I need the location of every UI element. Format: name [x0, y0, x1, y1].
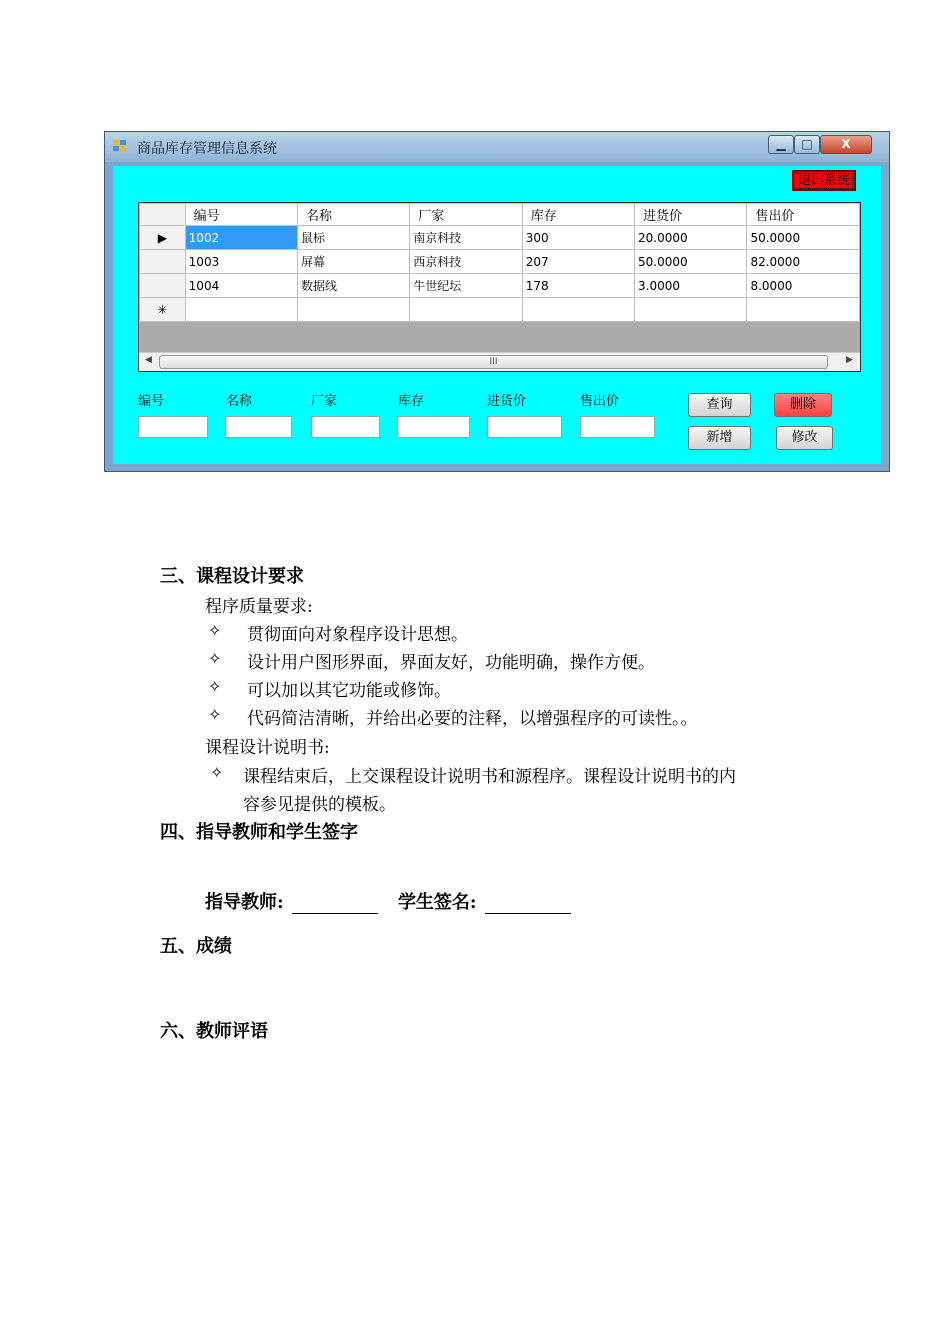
column-header[interactable]: 库存 [522, 204, 634, 226]
grid-cell[interactable]: 50.0000 [747, 226, 860, 250]
grid-cell[interactable] [522, 298, 634, 322]
student-label: 学生签名: [397, 892, 477, 913]
client-area [113, 166, 881, 464]
manual-item-line2: 容参见提供的模板。 [243, 795, 396, 815]
grid-cell[interactable] [747, 298, 860, 322]
stock-input[interactable] [397, 416, 470, 438]
grid-cell[interactable]: 3.0000 [635, 274, 747, 298]
label-maker: 厂家 [311, 394, 338, 409]
window-title: 商品库存管理信息系统 [137, 141, 277, 157]
grid-cell[interactable]: 牛世纪坛 [410, 274, 522, 298]
section3-title: 三、课程设计要求 [160, 566, 304, 587]
horizontal-scrollbar[interactable] [139, 352, 860, 371]
new-row[interactable] [140, 298, 860, 322]
query-button[interactable]: 查询 [688, 393, 751, 417]
purchase-price-input[interactable] [487, 416, 562, 438]
scroll-right-icon[interactable]: ▶ [846, 355, 853, 365]
label-stock: 库存 [398, 394, 425, 409]
grid-cell[interactable]: 207 [522, 250, 634, 274]
current-row-marker[interactable]: ▶ [140, 226, 186, 250]
manual-heading: 课程设计说明书: [205, 738, 330, 758]
grid-table [139, 203, 860, 322]
table-row[interactable] [140, 250, 860, 274]
grid-cell[interactable]: 数据线 [297, 274, 409, 298]
quality-heading: 程序质量要求: [205, 597, 313, 617]
signature-row [205, 888, 571, 914]
scroll-left-icon[interactable]: ◀ [145, 355, 152, 365]
label-purchase-price: 进货价 [487, 394, 527, 409]
grid-cell[interactable]: 鼠标 [297, 226, 409, 250]
new-row-marker[interactable]: ✳ [140, 298, 186, 322]
grid-cell[interactable]: 50.0000 [635, 250, 747, 274]
row-header-corner [140, 204, 186, 226]
modify-button[interactable]: 修改 [776, 426, 833, 450]
teacher-signature-line [292, 895, 378, 914]
section6-title: 六、教师评语 [160, 1021, 268, 1042]
column-header[interactable]: 厂家 [410, 204, 522, 226]
app-window [104, 131, 890, 472]
grid-cell[interactable]: 西京科技 [410, 250, 522, 274]
bullet-icon: ✧ [208, 649, 222, 668]
grid-cell[interactable] [297, 298, 409, 322]
delete-button[interactable]: 删除 [774, 393, 832, 417]
exit-system-label: 退出系统 [795, 173, 853, 189]
quality-item: 贯彻面向对象程序设计思想。 [247, 625, 468, 645]
name-input[interactable] [225, 416, 292, 438]
grid-cell[interactable]: 1002 [185, 226, 297, 250]
label-id: 编号 [138, 394, 165, 409]
quality-item: 代码简洁清晰，并给出必要的注释，以增强程序的可读性。。 [247, 709, 698, 729]
label-name: 名称 [226, 394, 253, 409]
data-grid[interactable] [138, 202, 861, 372]
table-row[interactable] [140, 226, 860, 250]
grid-cell[interactable] [185, 298, 297, 322]
grid-cell[interactable]: 1003 [185, 250, 297, 274]
app-icon [113, 140, 129, 154]
maximize-button[interactable]: □ [794, 135, 820, 154]
id-input[interactable] [138, 416, 208, 438]
row-header[interactable] [140, 274, 186, 298]
column-header[interactable]: 名称 [297, 204, 409, 226]
maker-input[interactable] [311, 416, 380, 438]
bullet-icon: ✧ [208, 677, 222, 696]
grid-cell[interactable]: 20.0000 [635, 226, 747, 250]
close-button[interactable]: X [820, 135, 872, 154]
scroll-thumb[interactable]: III [159, 355, 828, 369]
minimize-button[interactable]: ▁ [768, 135, 794, 154]
grid-cell[interactable]: 82.0000 [747, 250, 860, 274]
exit-system-button[interactable] [792, 170, 856, 191]
grid-cell[interactable]: 南京科技 [410, 226, 522, 250]
title-bar[interactable] [105, 132, 889, 162]
grid-cell[interactable]: 1004 [185, 274, 297, 298]
teacher-label: 指导教师: [205, 892, 284, 913]
section4-title: 四、指导教师和学生签字 [160, 822, 358, 843]
label-sale-price: 售出价 [580, 394, 620, 409]
grid-cell[interactable]: 8.0000 [747, 274, 860, 298]
student-signature-line [485, 895, 571, 914]
add-button[interactable]: 新增 [688, 426, 751, 450]
bullet-icon: ✧ [208, 705, 222, 724]
manual-item-line1: 课程结束后，上交课程设计说明书和源程序。课程设计说明书的内 [243, 767, 736, 787]
column-header[interactable]: 编号 [185, 204, 297, 226]
row-header[interactable] [140, 250, 186, 274]
section5-title: 五、成绩 [160, 936, 232, 957]
quality-item: 可以加以其它功能或修饰。 [247, 681, 451, 701]
grid-cell[interactable]: 178 [522, 274, 634, 298]
sale-price-input[interactable] [580, 416, 655, 438]
bullet-icon: ✧ [210, 763, 224, 782]
grid-header-row [140, 204, 860, 226]
quality-item: 设计用户图形界面，界面友好，功能明确，操作方便。 [247, 653, 655, 673]
column-header[interactable]: 售出价 [747, 204, 860, 226]
bullet-icon: ✧ [208, 621, 222, 640]
grid-cell[interactable] [635, 298, 747, 322]
grid-cell[interactable]: 屏幕 [297, 250, 409, 274]
grid-cell[interactable]: 300 [522, 226, 634, 250]
grid-cell[interactable] [410, 298, 522, 322]
table-row[interactable] [140, 274, 860, 298]
column-header[interactable]: 进货价 [635, 204, 747, 226]
